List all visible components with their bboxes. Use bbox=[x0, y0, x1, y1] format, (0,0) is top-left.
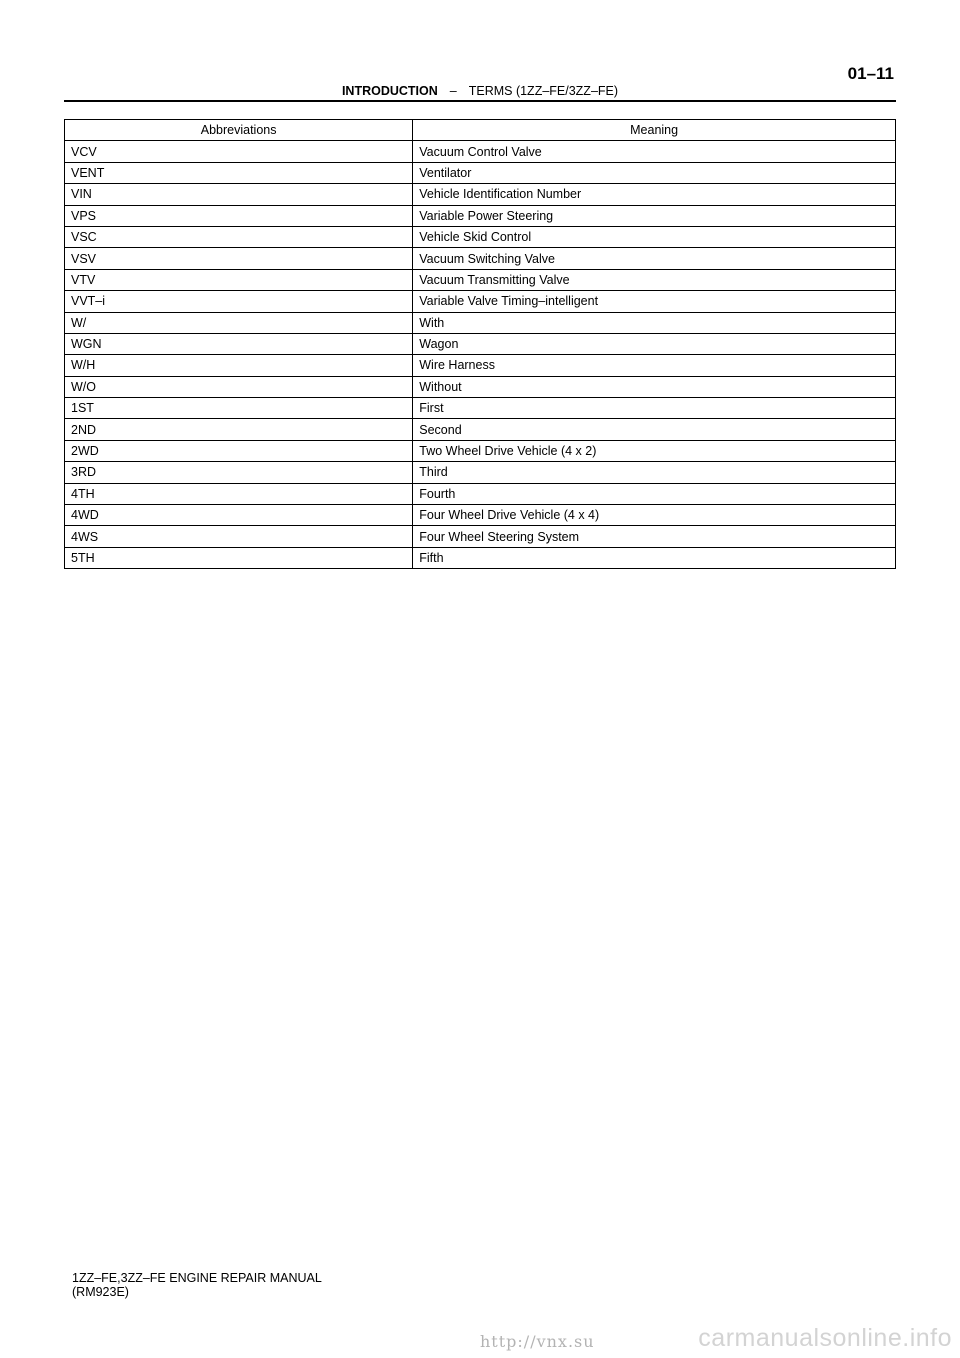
meaning-cell: Vacuum Control Valve bbox=[413, 141, 896, 162]
meaning-cell: Without bbox=[413, 376, 896, 397]
table-row bbox=[65, 291, 896, 312]
meaning-cell: Wire Harness bbox=[413, 355, 896, 376]
table-row bbox=[65, 269, 896, 290]
table-row bbox=[65, 226, 896, 247]
table-row bbox=[65, 398, 896, 419]
abbreviation-cell: 2ND bbox=[65, 419, 413, 440]
table-row bbox=[65, 355, 896, 376]
abbreviation-cell: W/ bbox=[65, 312, 413, 333]
abbreviation-cell: VTV bbox=[65, 269, 413, 290]
meaning-cell: With bbox=[413, 312, 896, 333]
table-row bbox=[65, 547, 896, 568]
abbreviation-cell: 1ST bbox=[65, 398, 413, 419]
table-row bbox=[65, 205, 896, 226]
meaning-cell: Two Wheel Drive Vehicle (4 x 2) bbox=[413, 440, 896, 461]
abbreviation-cell: 4WD bbox=[65, 505, 413, 526]
abbreviation-cell: VSV bbox=[65, 248, 413, 269]
header-separator: – bbox=[449, 84, 457, 98]
manual-title: 1ZZ–FE,3ZZ–FE ENGINE REPAIR MANUAL bbox=[72, 1271, 322, 1285]
page-footer bbox=[72, 1271, 322, 1299]
page-header bbox=[64, 60, 896, 102]
table-row bbox=[65, 248, 896, 269]
abbreviation-cell: VIN bbox=[65, 184, 413, 205]
abbreviation-cell: VENT bbox=[65, 162, 413, 183]
meaning-cell: Vacuum Switching Valve bbox=[413, 248, 896, 269]
meaning-cell: Fifth bbox=[413, 547, 896, 568]
abbreviation-cell: VVT–i bbox=[65, 291, 413, 312]
meaning-cell: Ventilator bbox=[413, 162, 896, 183]
abbreviation-cell: W/O bbox=[65, 376, 413, 397]
meaning-cell: Variable Valve Timing–intelligent bbox=[413, 291, 896, 312]
table-row bbox=[65, 440, 896, 461]
table-row bbox=[65, 312, 896, 333]
column-header-meaning: Meaning bbox=[413, 120, 896, 141]
table-body bbox=[65, 141, 896, 569]
meaning-cell: Vehicle Skid Control bbox=[413, 226, 896, 247]
table-row bbox=[65, 184, 896, 205]
meaning-cell: Third bbox=[413, 462, 896, 483]
meaning-cell: Second bbox=[413, 419, 896, 440]
table-row bbox=[65, 526, 896, 547]
meaning-cell: Wagon bbox=[413, 333, 896, 354]
abbreviation-cell: VPS bbox=[65, 205, 413, 226]
page-number: 01–11 bbox=[847, 64, 894, 83]
meaning-cell: Vacuum Transmitting Valve bbox=[413, 269, 896, 290]
abbreviation-cell: 5TH bbox=[65, 547, 413, 568]
table-row bbox=[65, 162, 896, 183]
abbreviation-cell: WGN bbox=[65, 333, 413, 354]
column-header-abbreviations: Abbreviations bbox=[65, 120, 413, 141]
abbreviation-cell: 4TH bbox=[65, 483, 413, 504]
table-row bbox=[65, 462, 896, 483]
manual-code: (RM923E) bbox=[72, 1285, 129, 1299]
abbreviation-cell: 4WS bbox=[65, 526, 413, 547]
meaning-cell: First bbox=[413, 398, 896, 419]
meaning-cell: Four Wheel Steering System bbox=[413, 526, 896, 547]
watermark-site: carmanualsonline.info bbox=[698, 1324, 952, 1352]
header-title bbox=[64, 84, 896, 98]
table-header-row bbox=[65, 120, 896, 141]
subsection-title: TERMS (1ZZ–FE/3ZZ–FE) bbox=[468, 84, 619, 98]
meaning-cell: Fourth bbox=[413, 483, 896, 504]
header-rule bbox=[64, 100, 896, 102]
meaning-cell: Variable Power Steering bbox=[413, 205, 896, 226]
table-row bbox=[65, 376, 896, 397]
table-row bbox=[65, 333, 896, 354]
watermark-url[interactable]: http://vnx.su bbox=[480, 1332, 595, 1351]
abbreviation-cell: 2WD bbox=[65, 440, 413, 461]
abbreviation-cell: 3RD bbox=[65, 462, 413, 483]
table-row bbox=[65, 483, 896, 504]
table-row bbox=[65, 419, 896, 440]
meaning-cell: Vehicle Identification Number bbox=[413, 184, 896, 205]
meaning-cell: Four Wheel Drive Vehicle (4 x 4) bbox=[413, 505, 896, 526]
section-title: INTRODUCTION bbox=[341, 84, 438, 98]
abbreviation-cell: VCV bbox=[65, 141, 413, 162]
table-row bbox=[65, 141, 896, 162]
abbreviation-cell: W/H bbox=[65, 355, 413, 376]
abbreviation-cell: VSC bbox=[65, 226, 413, 247]
table-row bbox=[65, 505, 896, 526]
abbreviations-table bbox=[64, 119, 896, 569]
